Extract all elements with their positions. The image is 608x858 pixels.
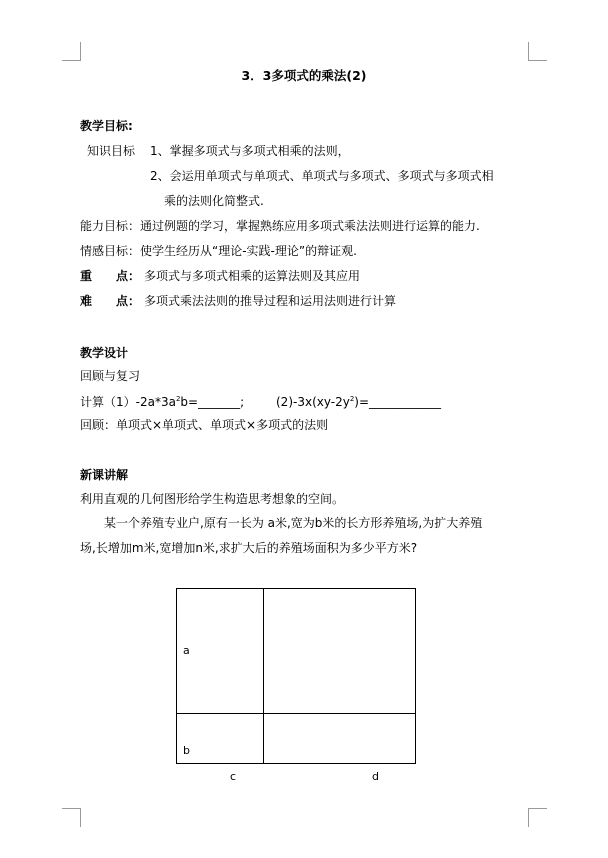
- knowledge-label: 知识目标: [87, 144, 136, 158]
- objectives-heading: 教学目标:: [80, 119, 133, 133]
- problem-line-1: 某一个养殖专业户,原有一长为 a米,宽为b米的长方形养殖场,为扩大养殖: [104, 516, 483, 530]
- problem-line-2: 场,长增加m米,宽增加n米,求扩大后的养殖场面积为多少平方米?: [80, 541, 418, 555]
- crop-mark-top-right: [528, 42, 547, 61]
- crop-mark-bottom-left: [62, 808, 81, 827]
- difficulty-text: 多项式乘法法则的推导过程和运用法则进行计算: [144, 294, 397, 308]
- area-diagram: [176, 588, 416, 764]
- knowledge-item-2a: 2、会运用单项式与单项式、单项式与多项式、多项式与多项式相: [150, 169, 494, 183]
- ability-objective: 能力目标：通过例题的学习，掌握熟练应用多项式乘法法则进行运算的能力.: [80, 219, 480, 233]
- exponent-1: 2: [175, 395, 181, 403]
- label-d: d: [372, 770, 379, 783]
- calc-part-a: 计算（1）-2a*3a: [80, 395, 176, 409]
- label-c: c: [230, 770, 237, 783]
- review-label: 回顾与复习: [80, 369, 141, 383]
- calc-part-c: (2)-3x(xy-2y: [276, 395, 350, 409]
- key-point-text: 多项式与多项式相乘的运算法则及其应用: [144, 269, 361, 283]
- design-heading: 教学设计: [80, 346, 129, 360]
- crop-mark-top-left: [62, 42, 81, 61]
- calc-part-b: b=_______;: [180, 395, 245, 409]
- diagram-horizontal-divider: [177, 713, 415, 714]
- diagram-vertical-divider: [263, 589, 264, 763]
- knowledge-item-1: 1、掌握多项式与多项式相乘的法则，: [150, 144, 350, 158]
- calc-part-d: )=____________: [354, 395, 442, 409]
- recall-text: 回顾：单项式×单项式、单项式×多项式的法则: [80, 418, 329, 432]
- calc-exercise-1: [80, 394, 244, 410]
- document-title: 3．3多项式的乘法(2): [241, 68, 367, 83]
- emotion-objective: 情感目标：使学生经历从“理论-实践-理论”的辩证观.: [80, 244, 357, 258]
- label-a: a: [183, 644, 190, 657]
- exponent-2: 2: [349, 395, 355, 403]
- difficulty-label: 难 点：: [80, 294, 141, 308]
- crop-mark-bottom-right: [528, 808, 547, 827]
- key-point-label: 重 点：: [80, 269, 141, 283]
- label-b: b: [183, 744, 190, 757]
- new-lesson-heading: 新课讲解: [80, 468, 129, 482]
- knowledge-item-2b: 乘的法则化简整式.: [164, 194, 264, 208]
- new-lesson-intro: 利用直观的几何图形给学生构造思考想象的空间。: [80, 492, 345, 506]
- calc-exercise-2: [276, 394, 441, 410]
